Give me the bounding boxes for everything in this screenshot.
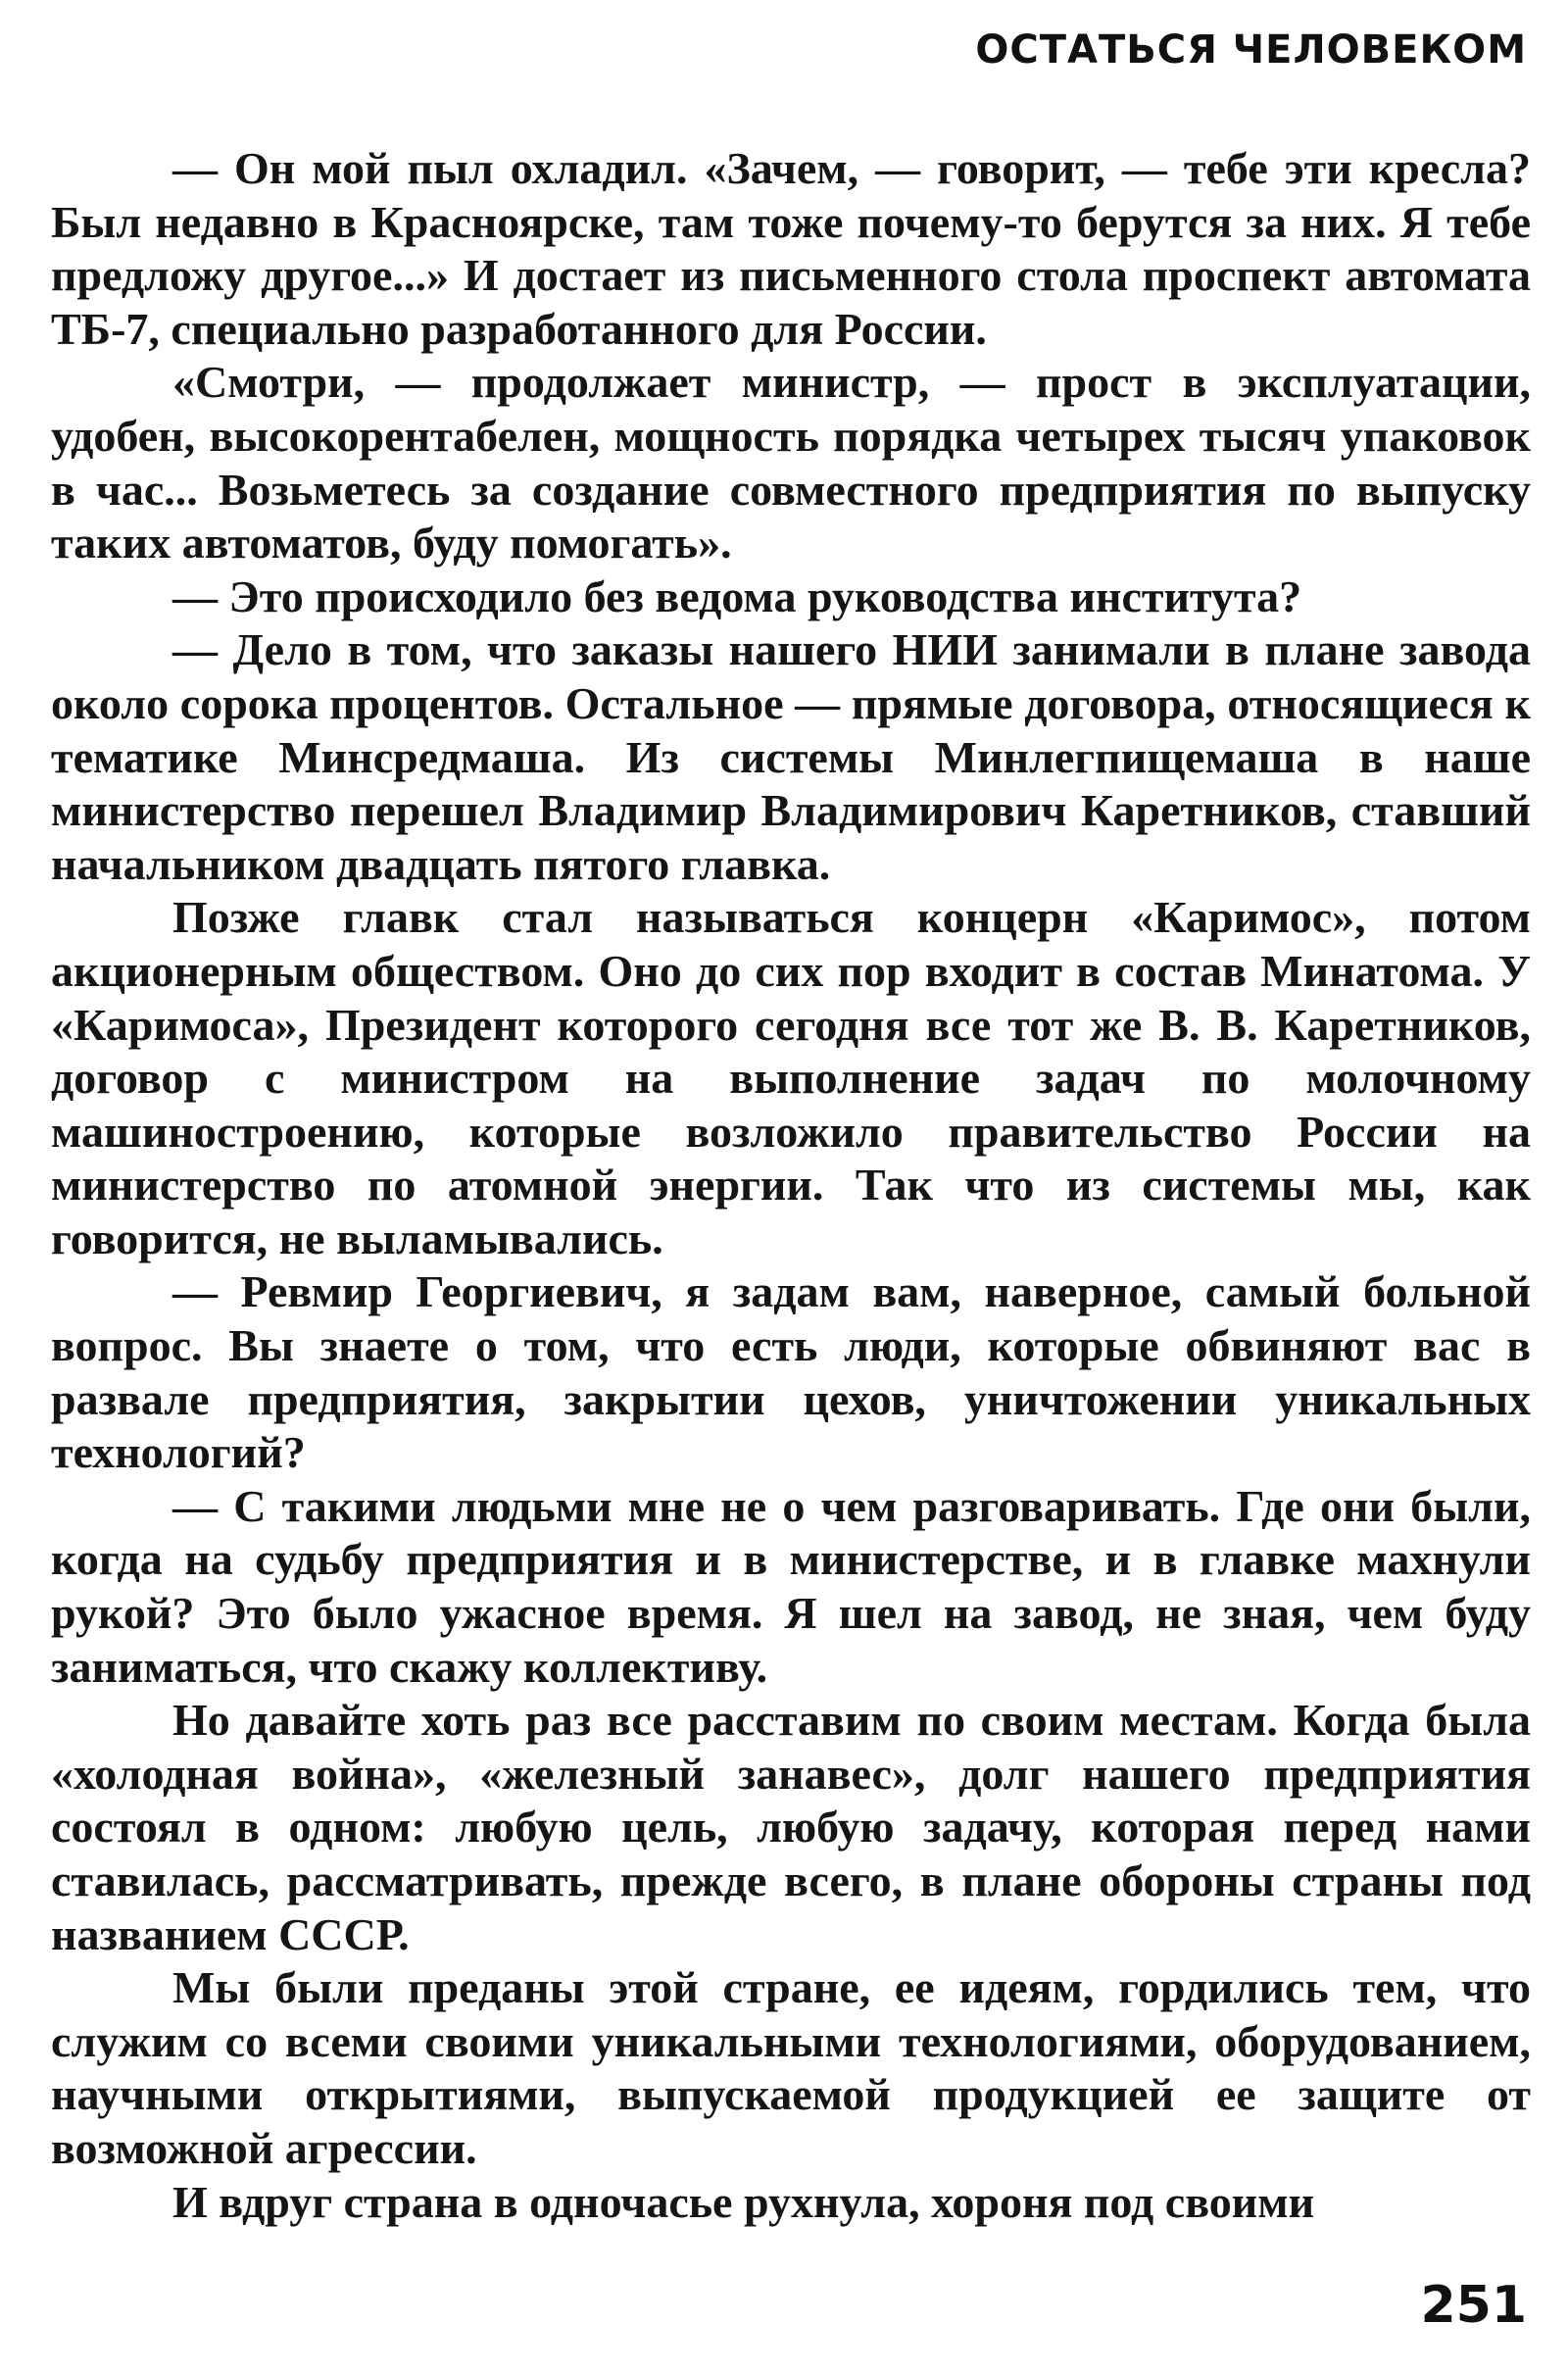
- paragraph: Но давайте хоть раз все расставим по своим местам. Когда была «холодная война», «железный занавес», долг нашего предприятия состоял в одном: любую цель, любую задачу, которая перед нами ставилась, рассматривать, прежде всего, в плане обороны страны под названием СССР.: [51, 1695, 1531, 1959]
- running-head: ОСТАТЬСЯ ЧЕЛОВЕКОМ: [975, 27, 1527, 73]
- paragraph: — С такими людьми мне не о чем разговаривать. Где они были, когда на судьбу предприятия и в министерстве, и в главке махнули рукой? Это было ужасное время. Я шел на завод, не зная, чем буду заниматься, что скажу коллективу.: [51, 1480, 1531, 1692]
- page-number: 251: [1420, 2276, 1527, 2335]
- paragraph: Мы были преданы этой стране, ее идеям, гордились тем, что служим со всеми своими уникальными технологиями, оборудованием, научными открытиями, выпускаемой продукцией ее защите от возможной агрессии.: [51, 1962, 1531, 2173]
- paragraph: И вдруг страна в одночасье рухнула, хороня под своими: [172, 2176, 1315, 2227]
- paragraph: — Это происходило без ведома руководства института?: [172, 570, 1302, 621]
- paragraph: — Он мой пыл охладил. «Зачем, — говорит, — тебе эти кресла? Был недавно в Красноярске, там тоже почему-то берутся за них. Я тебе предложу другое...» И достает из письменного стола проспект автомата ТБ-7, специально разработанного для России.: [51, 143, 1531, 354]
- paragraph: Позже главк стал называться концерн «Каримос», потом акционерным обществом. Оно до сих пор входит в состав Минатома. У «Каримоса», Президент которого сегодня все тот же В. В. Каретников, договор с министром на выполнение задач по молочному машиностроению, которые возложило правительство России на министерство по атомной энергии. Так что из системы мы, как говорится, не выламывались.: [51, 892, 1531, 1263]
- paragraph: «Смотри, — продолжает министр, — прост в эксплуатации, удобен, высокорентабелен, мощность порядка четырех тысяч упаковок в час... Возьметесь за создание совместного предприятия по выпуску таких автоматов, буду помогать».: [51, 357, 1531, 569]
- paragraph: — Дело в том, что заказы нашего НИИ занимали в плане завода около сорока процентов. Остальное — прямые договора, относящиеся к тематике Минсредмаша. Из системы Минлегпищемаша в наше министерство перешел Владимир Владимирович Каретников, ставший начальником двадцать пятого главка.: [51, 624, 1531, 889]
- paragraph: — Ревмир Георгиевич, я задам вам, наверное, самый больной вопрос. Вы знаете о том, что есть люди, которые обвиняют вас в развале предприятия, закрытии цехов, уничтожении уникальных технологий?: [51, 1266, 1531, 1478]
- body-text: [51, 142, 1531, 2229]
